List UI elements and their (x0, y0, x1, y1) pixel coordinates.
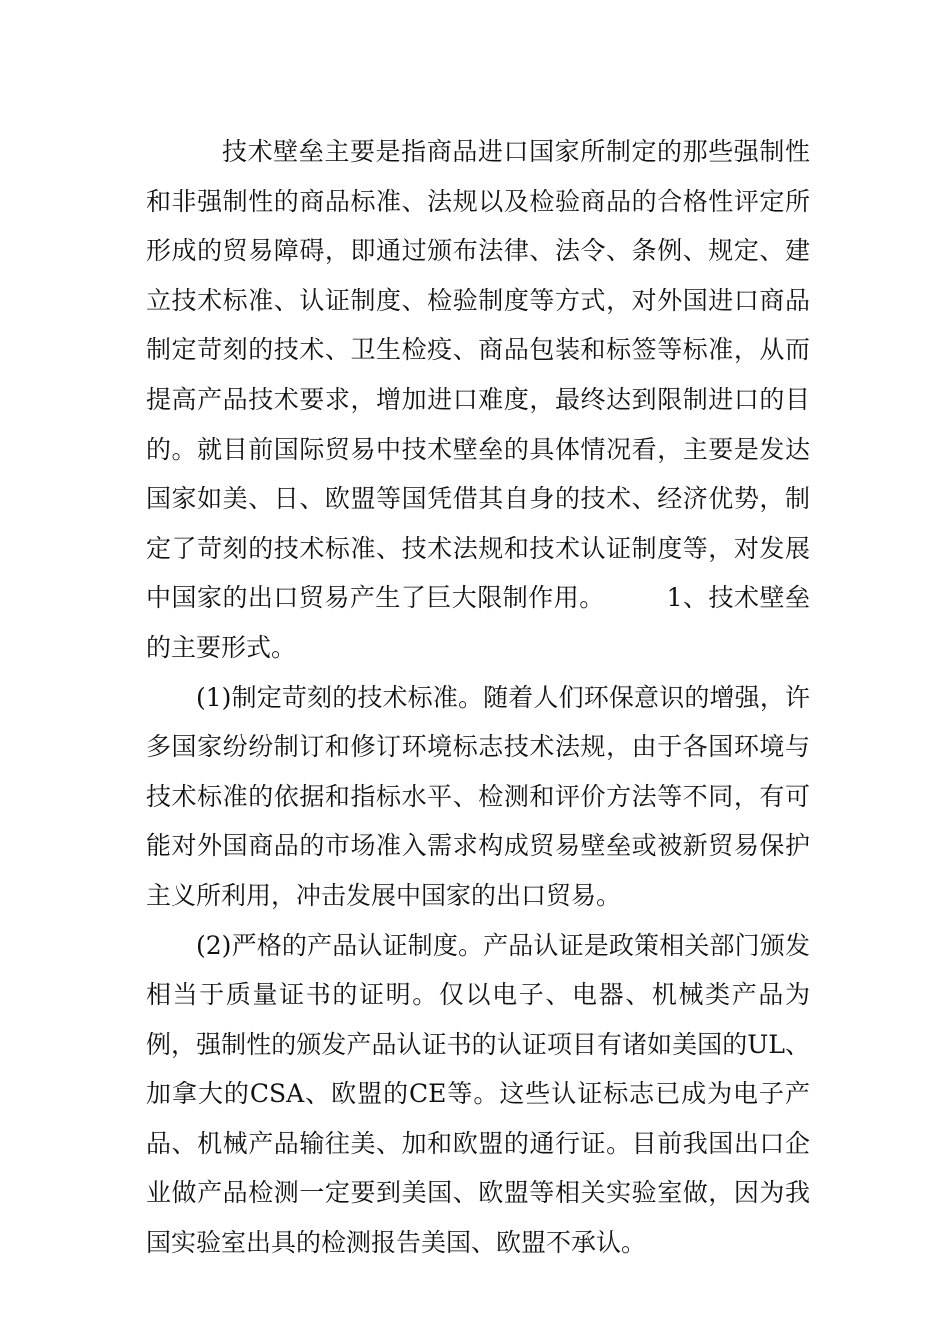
paragraph-technical-standards: (1)制定苛刻的技术标准。随着人们环保意识的增强，许多国家纷纷制订和修订环境标志技术法规，由于各国环境与技术标准的依据和指标水平、检测和评价方法等不同，有可能对外国商品的市场准入需求构成贸易壁垒或被新贸易保护主义所利用，冲击发展中国家的出口贸易。 (146, 682, 810, 910)
paragraph-intro-text: 技术壁垒主要是指商品进口国家所制定的那些强制性和非强制性的商品标准、法规以及检验商品的合格性评定所形成的贸易障碍，即通过颁布法律、法令、条例、规定、建立技术标准、认证制度、检验制度等方式，对外国进口商品制定苛刻的技术、卫生检疫、商品包装和标签等标准，从而提高产品技术要求，增加进口难度，最终达到限制进口的目的。就目前国际贸易中技术壁垒的具体情况看，主要是发达国家如美、日、欧盟等国凭借其自身的技术、经济优势，制定了苛刻的技术标准、技术法规和技术认证制度等，对发展中国家的出口贸易产生了巨大限制作用。 (146, 137, 810, 613)
paragraph-intro (146, 127, 810, 673)
paragraph-certification: (2)严格的产品认证制度。产品认证是政策相关部门颁发相当于质量证书的证明。仅以电子、电器、机械类产品为例，强制性的颁发产品认证书的认证项目有诸如美国的UL、加拿大的CSA、欧盟的CE等。这些认证标志已成为电子产品、机械产品输往美、加和欧盟的通行证。目前我国出口企业做产品检测一定要到美国、欧盟等相关实验室做，因为我国实验室出具的检测报告美国、欧盟不承认。 (146, 930, 810, 1258)
section-heading: 1、技术壁垒的主要形式。 (146, 583, 810, 662)
document-body (146, 127, 810, 1268)
